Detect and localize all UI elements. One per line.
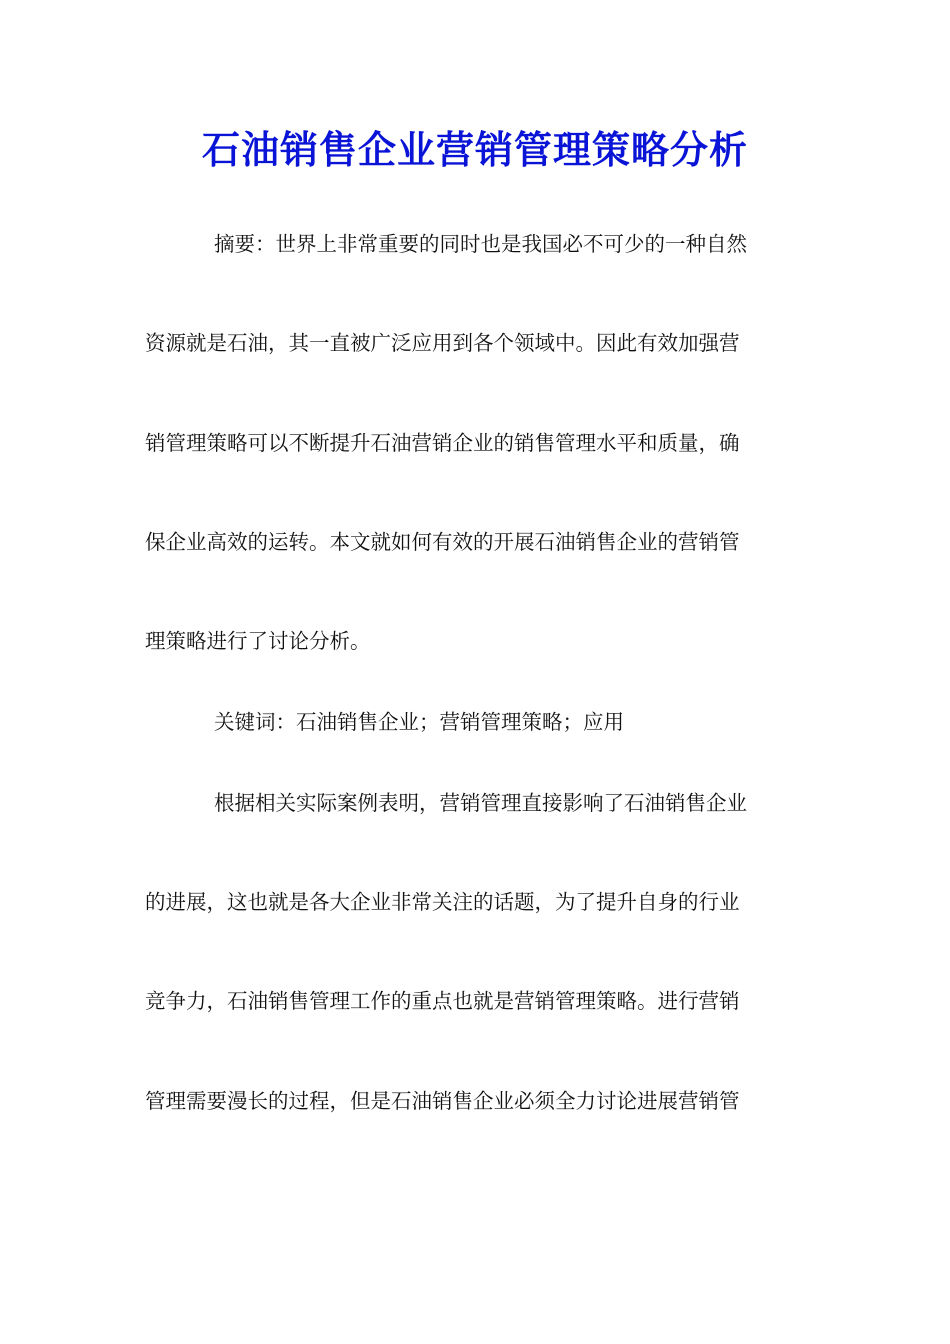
- abstract-line-2: 资源就是石油，其一直被广泛应用到各个领域中。因此有效加强营: [145, 331, 740, 355]
- body-line-1: 根据相关实际案例表明，营销管理直接影响了石油销售企业: [214, 791, 747, 815]
- keywords-line: 关键词：石油销售企业；营销管理策略；应用: [214, 710, 624, 734]
- body-line-2: 的进展，这也就是各大企业非常关注的话题，为了提升自身的行业: [145, 890, 740, 914]
- body-line-3: 竞争力，石油销售管理工作的重点也就是营销管理策略。进行营销: [145, 989, 740, 1013]
- abstract-line-4: 保企业高效的运转。本文就如何有效的开展石油销售企业的营销管: [145, 530, 740, 554]
- abstract-line-1: 摘要：世界上非常重要的同时也是我国必不可少的一种自然: [214, 232, 747, 256]
- document-title: 石油销售企业营销管理策略分析: [201, 127, 748, 172]
- abstract-line-3: 销管理策略可以不断提升石油营销企业的销售管理水平和质量，确: [145, 431, 740, 455]
- abstract-line-5: 理策略进行了讨论分析。: [145, 629, 371, 653]
- body-line-4: 管理需要漫长的过程，但是石油销售企业必须全力讨论进展营销管: [145, 1089, 740, 1113]
